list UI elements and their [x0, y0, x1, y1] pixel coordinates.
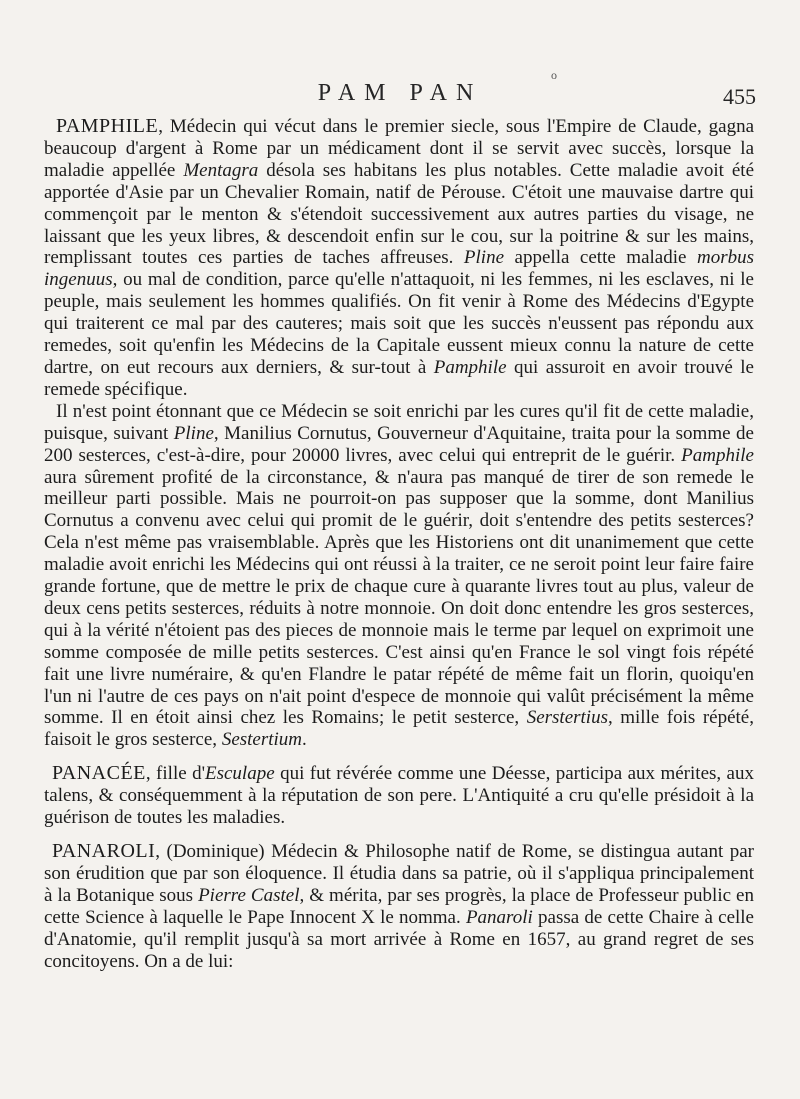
headword: PANACÉE — [52, 762, 146, 785]
italic-run: Sestertium — [221, 729, 303, 751]
text-run: passa de cette Chaire à celle d'Anatomie, qu'il remplit jusqu'à sa mort arrivée à Rome en 1657, au grand regret de ses concitoyens. On a de lui: — [44, 906, 754, 972]
body-text — [44, 116, 754, 972]
paragraph-text — [44, 116, 754, 400]
paragraph-text — [44, 401, 754, 751]
text-run: désola ses habitans les plus notables. Cette maladie avoit été apportée d'Asie par un Chevalier Romain, natif de Pérouse. C'étoit une mauvaise dartre qui commençoit par le menton & s'étendoit successivement aux autres parties du visage, ne laissant que les yeux libres, & descendoit enfin sur le cou, sur la poitrine & sur les mains, remplissant toutes ces parties de taches affreuses. — [44, 159, 754, 269]
text-run: , mille fois répété, faisoit le gros sesterce, — [44, 707, 754, 751]
italic-run: Mentagra — [183, 159, 259, 181]
text-run: Il n'est point étonnant que ce Médecin se soit enrichi par les cures qu'il fit de cette maladie, puisque, suivant — [44, 400, 754, 444]
paragraph-text — [44, 763, 754, 828]
entry-paragraph — [44, 116, 754, 401]
italic-run: Pline — [173, 422, 214, 444]
entry-panaroli — [44, 841, 754, 972]
italic-run: Pierre Castel — [198, 884, 300, 906]
entry-paragraph — [44, 763, 754, 829]
headword: PAMPHILE — [56, 115, 159, 137]
text-run: , Médecin qui vécut dans le premier siecle, sous l'Empire de Claude, gagna beaucoup d'argent à Rome par un médicament dont il se servit avec succès, lorsque la maladie appellée — [44, 116, 754, 181]
text-run: aura sûrement profité de la circonstance, & n'aura pas manqué de tirer de son remede le meilleur parti possible. Mais ne pourroit-on pas supposer que la somme, dont Manilius Cornutus a convenu avec celui qui promit de le guérir, doit s'entendre des petits sesterces? Cela n'est même pas vraisemblable. Après que les Historiens ont dit unanimement que cette maladie avoit enrichi les Médecins qui ont réussi à la traiter, ce ne seroit point leur faire faire grande fortune, que de mettre le prix de chaque cure à quarante livres tout au plus, valeur de deux cens petits sesterces, réduits à notre monnoie. On doit donc entendre les gros sesterces, qui à la vérité n'étoient pas des pieces de monnoie mais le terme par lequel on exprimoit une somme composée de mille petits sesterces. C'est ainsi qu'en France le sol vingt fois répété fait une livre numéraire, & qu'en Flandre le patar répété de même fait un florin, quoiqu'en l'un ni l'autre de ces pays on n'ait point d'espece de monnoie qui valût précisément la même somme. Il en étoit ainsi chez les Romains; le petit sesterce, — [44, 466, 754, 729]
text-run: , (Dominique) Médecin & Philosophe natif de Rome, se distingua autant par son érudition que par son éloquence. Il étudia dans sa patrie, où il s'appliqua principalement à la Botanique sous — [44, 841, 754, 906]
text-run: , fille d' — [145, 763, 205, 785]
italic-run: Esculape — [205, 763, 275, 785]
entry-paragraph — [44, 401, 754, 752]
running-head: PAM PAN — [317, 80, 483, 106]
entry-pamphile — [44, 116, 754, 751]
text-run: qui fut révérée comme une Déesse, participa aux mérites, aux talens, & conséquemment à la réputation de son pere. L'Antiquité a cru qu'elle présidoit à la guérison de toutes les maladies. — [44, 763, 754, 829]
text-run: , & mérita, par ses progrès, la place de Professeur public en cette Science à laquelle le Pape Innocent X le nomma. — [44, 884, 754, 928]
text-run: , ou mal de condition, parce qu'elle n'attaquoit, ni les femmes, ni les esclaves, ni le peuple, mais seulement les hommes qualifiés. On fit venir à Rome des Médecins d'Egypte qui traiterent ce mal par des cauteres; mais soit que les succès n'eussent pas répondu aux remedes, soit qu'enfin les Médecins de la Capitale eussent mieux connu la nature de cette dartre, on eut recours aux derniers, & sur-tout à — [44, 269, 754, 378]
page-header — [0, 68, 800, 114]
italic-run: Serstertius — [526, 707, 608, 729]
text-run: appella cette maladie — [504, 247, 697, 269]
entry-paragraph — [44, 841, 754, 972]
text-run: qui assuroit en avoir trouvé le remede spécifique. — [44, 356, 754, 400]
headword: PANAROLI — [52, 840, 156, 862]
entry-panacee — [44, 763, 754, 829]
italic-run: Panaroli — [465, 906, 533, 928]
italic-run: Pamphile — [681, 444, 754, 466]
page-number: 455 — [723, 84, 756, 109]
italic-run: Pamphile — [433, 356, 507, 378]
text-run: , Manilius Cornutus, Gouverneur d'Aquitaine, traita pour la somme de 200 sesterces, c'est-à-dire, pour 20000 livres, avec celui qui entreprit de le guérir. — [44, 422, 754, 466]
italic-run: morbus ingenuus — [44, 247, 754, 291]
printer-mark: o — [551, 68, 557, 82]
italic-run: Pline — [463, 247, 505, 269]
text-run: . — [302, 729, 307, 751]
